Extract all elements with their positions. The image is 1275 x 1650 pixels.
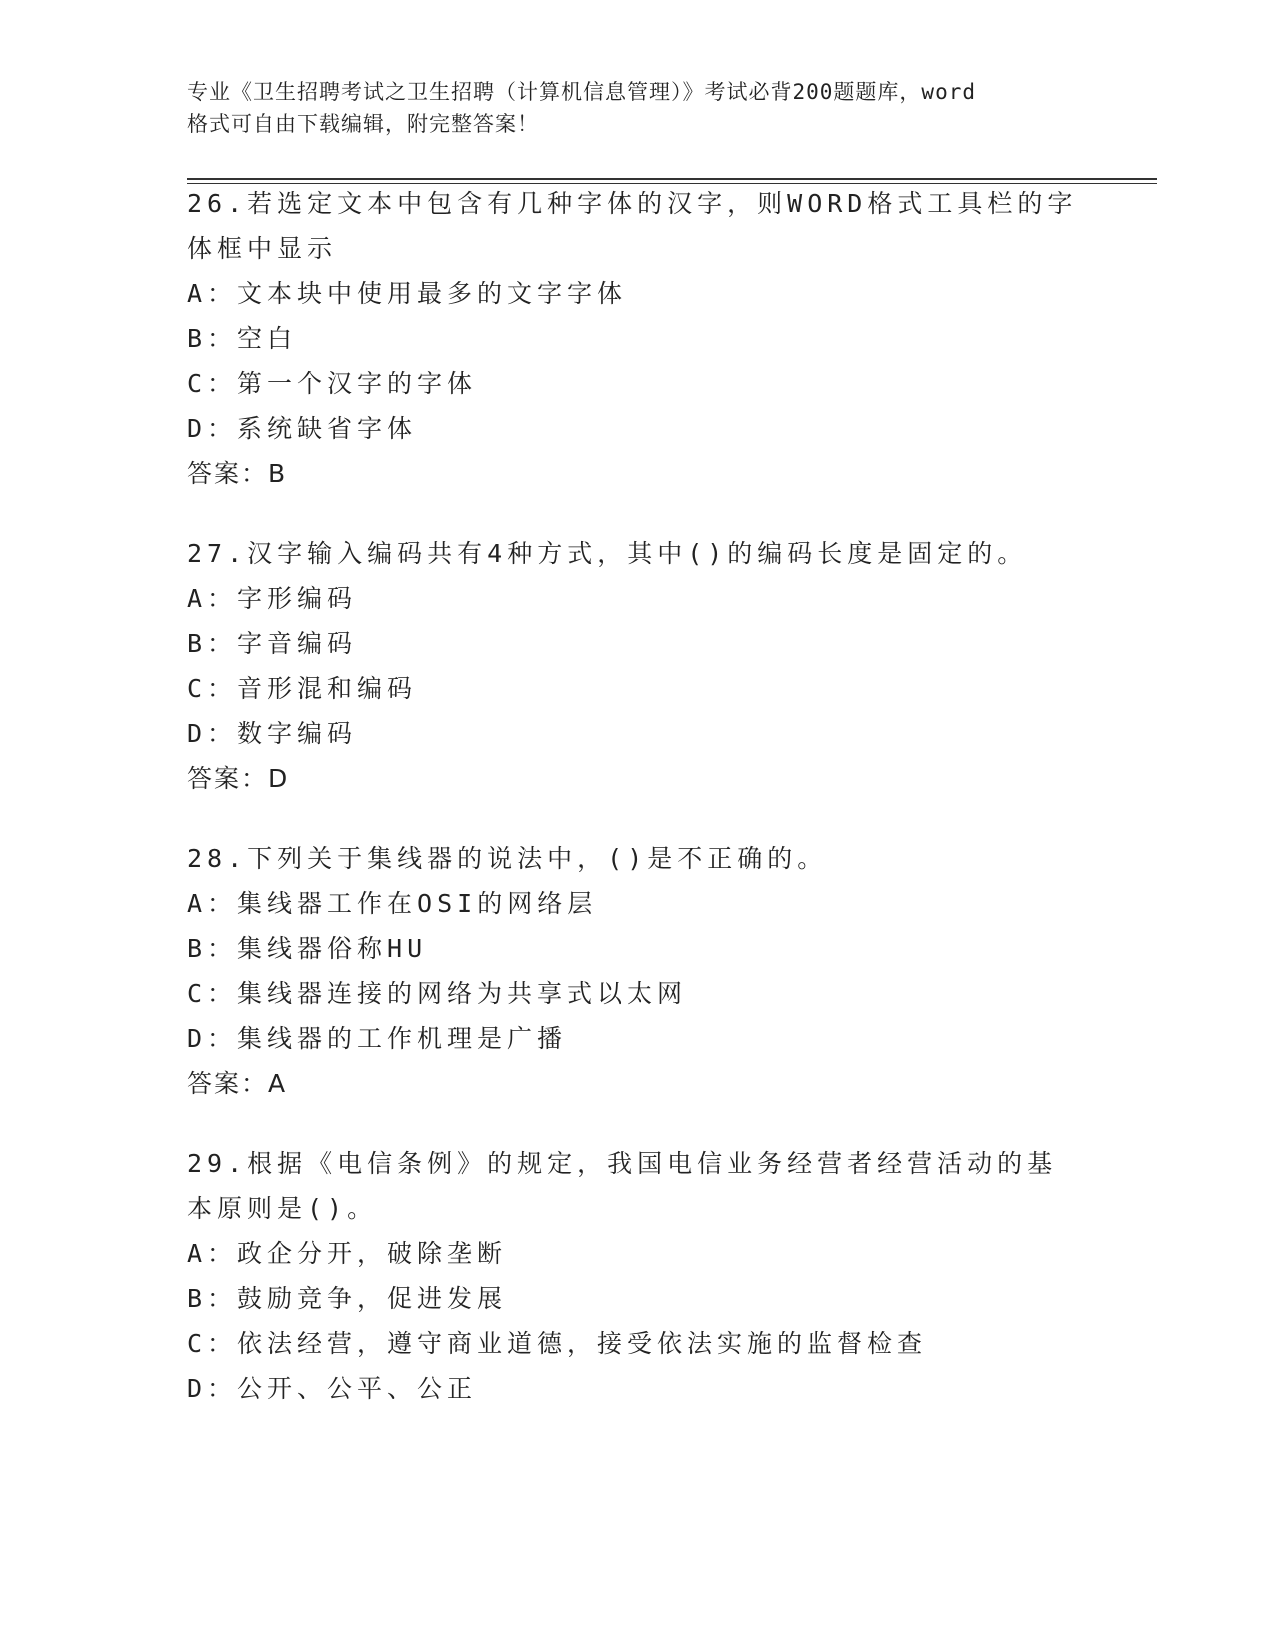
question-stem: 26.若选定文本中包含有几种字体的汉字，则WORD格式工具栏的字体框中显示 xyxy=(187,189,1078,263)
answer-line: 答案：B xyxy=(187,459,288,488)
question-stem: 28.下列关于集线器的说法中，()是不正确的。 xyxy=(187,844,828,873)
option-a: A：集线器工作在OSI的网络层 xyxy=(187,889,598,918)
option-b: B：空白 xyxy=(187,324,298,353)
option-a: A：文本块中使用最多的文字字体 xyxy=(187,279,628,308)
option-d: D：集线器的工作机理是广播 xyxy=(187,1024,568,1053)
option-d: D：数字编码 xyxy=(187,719,358,748)
option-b: B：集线器俗称HU xyxy=(187,934,428,963)
question-26 xyxy=(187,181,1087,496)
option-d: D：系统缺省字体 xyxy=(187,414,418,443)
option-c: C：第一个汉字的字体 xyxy=(187,369,478,398)
option-b: B：鼓励竞争，促进发展 xyxy=(187,1284,508,1313)
option-d: D：公开、公平、公正 xyxy=(187,1374,478,1403)
answer-line: 答案：D xyxy=(187,764,290,793)
option-a: A：政企分开，破除垄断 xyxy=(187,1239,508,1268)
header-line-2: 格式可自由下载编辑，附完整答案！ xyxy=(187,112,539,136)
document-header xyxy=(187,76,1087,140)
option-b: B：字音编码 xyxy=(187,629,358,658)
option-c: C：依法经营，遵守商业道德，接受依法实施的监督检查 xyxy=(187,1329,928,1358)
option-c: C：集线器连接的网络为共享式以太网 xyxy=(187,979,688,1008)
option-a: A：字形编码 xyxy=(187,584,358,613)
answer-line: 答案：A xyxy=(187,1069,288,1098)
option-c: C：音形混和编码 xyxy=(187,674,418,703)
question-29 xyxy=(187,1141,1087,1411)
question-stem: 29.根据《电信条例》的规定，我国电信业务经营者经营活动的基本原则是()。 xyxy=(187,1149,1058,1223)
question-28 xyxy=(187,836,1087,1106)
question-27 xyxy=(187,531,1087,801)
question-stem: 27.汉字输入编码共有4种方式，其中()的编码长度是固定的。 xyxy=(187,539,1028,568)
header-line-1: 专业《卫生招聘考试之卫生招聘（计算机信息管理）》考试必背200题题库，word xyxy=(187,80,976,104)
